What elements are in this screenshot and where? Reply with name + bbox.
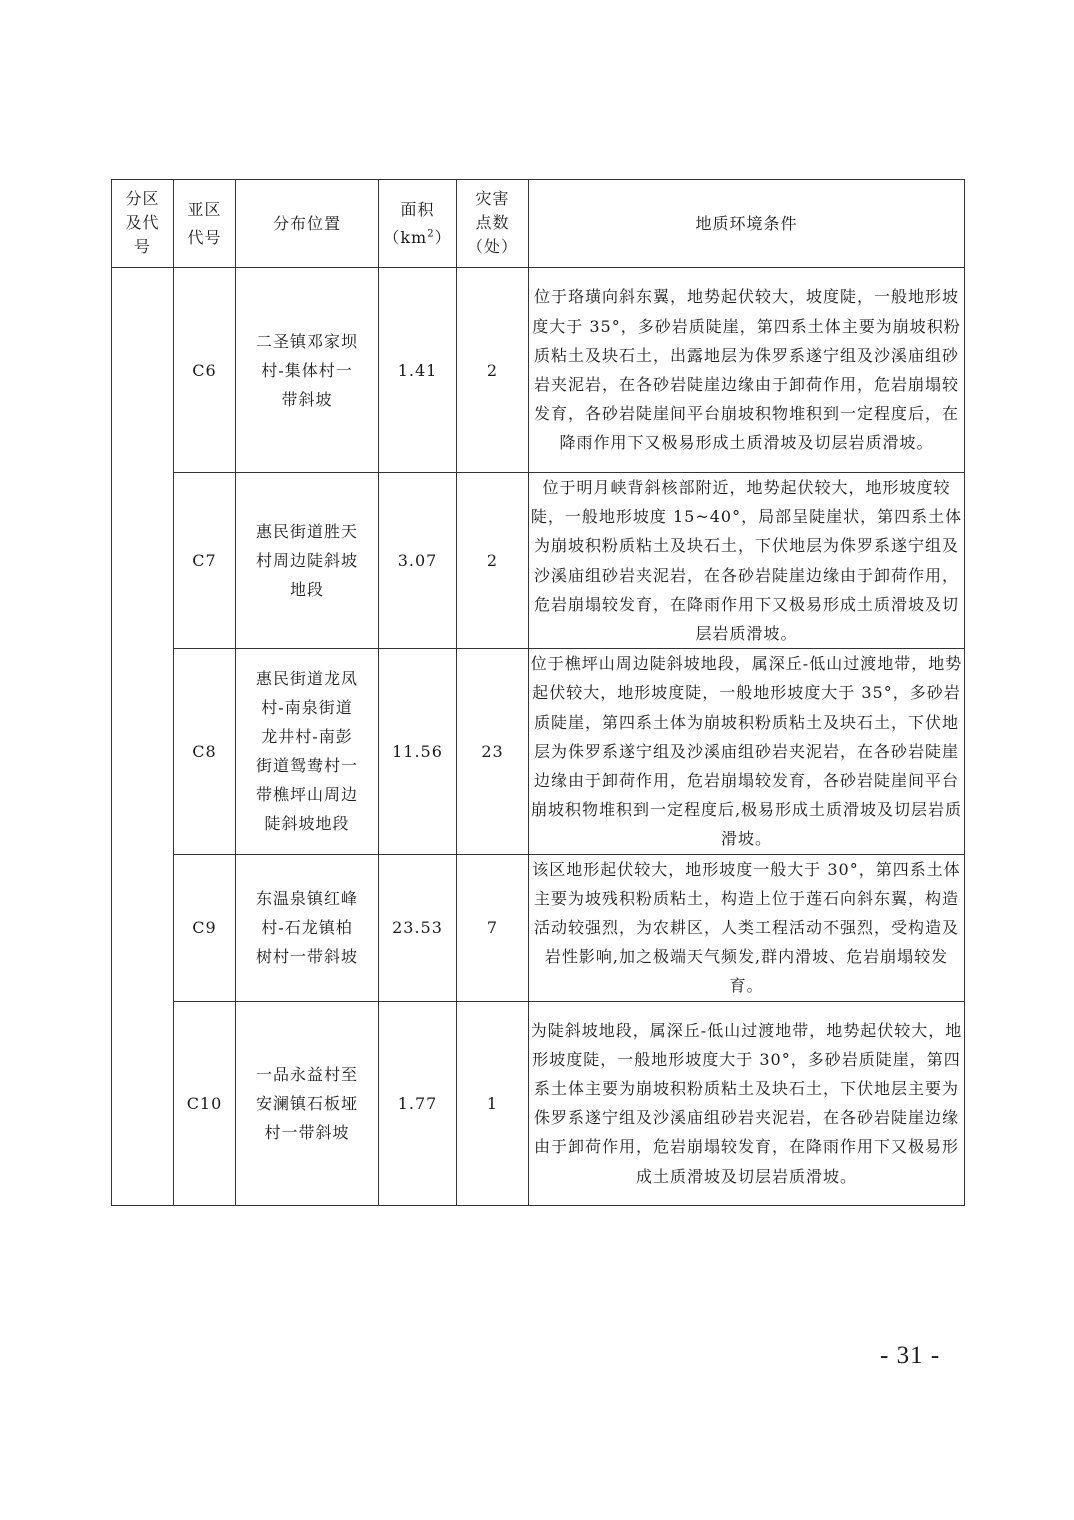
conditions-cell: 位于明月峡背斜核部附近，地势起伏较大，地形坡度较陡，一般地形坡度 15~40°，局部呈陡崖状，第四系土体为崩坡积粉质粘土及块石土，下伏地层为侏罗系遂宁组及沙溪庙组砂岩夹泥岩，在各砂岩陡崖边缘由于卸荷作用，危岩崩塌较发育，在降雨作用下又极易形成土质滑坡及切层岩质滑坡。 <box>529 473 965 649</box>
header-conditions: 地质环境条件 <box>529 180 965 268</box>
area-cell: 11.56 <box>379 649 457 854</box>
area-cell: 3.07 <box>379 473 457 649</box>
page-number: - 31 - <box>880 1342 941 1369</box>
conditions-cell: 位于珞璜向斜东翼，地势起伏较大，坡度陡，一般地形坡度大于 35°，多砂岩质陡崖，第四系土体主要为崩坡积粉质粘土及块石土，出露地层为侏罗系遂宁组及沙溪庙组砂岩夹泥岩，在各砂岩陡崖边缘由于卸荷作用，危岩崩塌较发育，各砂岩陡崖间平台崩坡积物堆积到一定程度后，在降雨作用下又极易形成土质滑坡及切层岩质滑坡。 <box>529 268 965 473</box>
hazard-count-cell: 23 <box>457 649 529 854</box>
header-area: 面积 $(km^2)$ <box>379 180 457 268</box>
geology-zoning-table <box>111 179 965 1206</box>
subzone-code-cell: C8 <box>174 649 236 854</box>
location-cell: 东温泉镇红峰 村-石龙镇柏 树村一带斜坡 <box>236 854 379 1001</box>
hazard-count-cell: 2 <box>457 268 529 473</box>
area-cell: 1.77 <box>379 1001 457 1205</box>
location-cell: 二圣镇邓家坝 村-集体村一 带斜坡 <box>236 268 379 473</box>
header-zone: 分区 及代 号 <box>112 180 174 268</box>
table-row <box>112 649 965 854</box>
conditions-cell: 位于樵坪山周边陡斜坡地段，属深丘-低山过渡地带，地势起伏较大，地形坡度陡，一般地形坡度大于 35°，多砂岩质陡崖，第四系土体为崩坡积粉质粘土及块石土，下伏地层为侏罗系遂宁组及沙溪庙组砂岩夹泥岩，在各砂岩陡崖边缘由于卸荷作用，危岩崩塌较发育，各砂岩陡崖间平台崩坡积物堆积到一定程度后,极易形成土质滑坡及切层岩质滑坡。 <box>529 649 965 854</box>
table-row <box>112 473 965 649</box>
area-cell: 23.53 <box>379 854 457 1001</box>
location-cell: 惠民街道龙凤 村-南泉街道 龙井村-南彭 街道鸳鸯村一 带樵坪山周边 陡斜坡地段 <box>236 649 379 854</box>
area-cell: 1.41 <box>379 268 457 473</box>
table-row <box>112 854 965 1001</box>
conditions-cell: 为陡斜坡地段，属深丘-低山过渡地带，地势起伏较大，地形坡度陡，一般地形坡度大于 30°，多砂岩质陡崖，第四系土体主要为崩坡积粉质粘土及块石土，下伏地层主要为侏罗系遂宁组及沙溪庙组砂岩夹泥岩，在各砂岩陡崖边缘由于卸荷作用，危岩崩塌较发育，在降雨作用下又极易形成土质滑坡及切层岩质滑坡。 <box>529 1001 965 1205</box>
hazard-count-cell: 1 <box>457 1001 529 1205</box>
conditions-cell: 该区地形起伏较大，地形坡度一般大于 30°，第四系土体主要为坡残积粉质粘土，构造上位于莲石向斜东翼，构造活动较强烈，为农耕区，人类工程活动不强烈，受构造及岩性影响,加之极端天气频发,群内滑坡、危岩崩塌较发育。 <box>529 854 965 1001</box>
table-row <box>112 1001 965 1205</box>
location-cell: 惠民街道胜天 村周边陡斜坡 地段 <box>236 473 379 649</box>
location-cell: 一品永益村至 安澜镇石板垭 村一带斜坡 <box>236 1001 379 1205</box>
subzone-code-cell: C6 <box>174 268 236 473</box>
header-subzone: 亚区 代号 <box>174 180 236 268</box>
subzone-code-cell: C7 <box>174 473 236 649</box>
hazard-count-cell: 2 <box>457 473 529 649</box>
subzone-code-cell: C9 <box>174 854 236 1001</box>
table-header-row <box>112 180 965 268</box>
header-hazard-count: 灾害 点数 （处） <box>457 180 529 268</box>
zone-code-cell <box>112 268 174 1206</box>
table-row <box>112 268 965 473</box>
hazard-count-cell: 7 <box>457 854 529 1001</box>
header-location: 分布位置 <box>236 180 379 268</box>
subzone-code-cell: C10 <box>174 1001 236 1205</box>
